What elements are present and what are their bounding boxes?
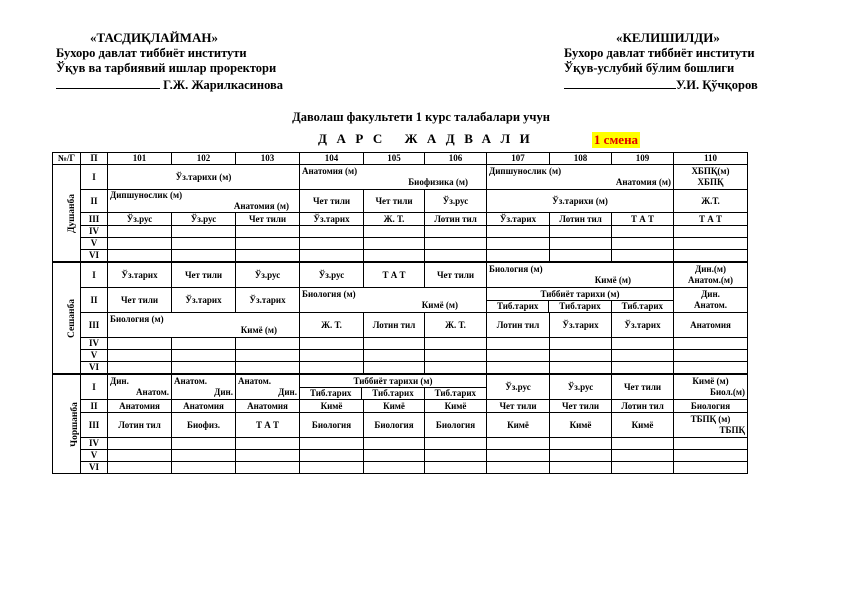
lesson-cell: Ўз.рус: [550, 374, 612, 400]
merged-header: Тиббиёт тарихи (м): [300, 376, 486, 388]
lesson-cell: Ўз.рус: [236, 262, 300, 288]
lesson-cell: Кимё: [550, 413, 612, 438]
lesson-cell: Биофиз.: [172, 413, 236, 438]
signature-line: [56, 77, 160, 89]
lesson-cell: Чет тили: [108, 288, 172, 313]
col-header: 104: [300, 153, 364, 165]
lesson-cell: Ўз.рус: [300, 262, 364, 288]
lesson-cell: Лотин тил: [612, 400, 674, 413]
period-cell: VI: [81, 362, 108, 375]
lesson-cell: Ж. Т.: [300, 313, 364, 338]
lesson-cell: Дин. Анатом.: [108, 374, 172, 400]
period-cell: IV: [81, 338, 108, 350]
lesson-cell: Т А Т: [236, 413, 300, 438]
lesson-cell: Ж. Т.: [364, 213, 425, 226]
approval-signer: Г.Ж. Жарилкасинова: [163, 77, 284, 92]
lesson-cell: Анатомия: [172, 400, 236, 413]
col-header: П: [81, 153, 108, 165]
lesson-cell: Ж. Т.: [425, 313, 487, 338]
lesson-cell: Ўз.рус: [425, 190, 487, 213]
period-cell: VI: [81, 462, 108, 474]
col-header: 110: [674, 153, 748, 165]
lesson-cell: Кимё: [425, 400, 487, 413]
approval-position: Ўқув ва тарбиявий ишлар проректори: [56, 61, 277, 75]
period-cell: V: [81, 350, 108, 362]
table-row: [53, 462, 748, 474]
col-header: 103: [236, 153, 300, 165]
period-cell: IV: [81, 226, 108, 238]
table-row: [53, 374, 748, 400]
lesson-cell: ХБПҚ(м) ХБПҚ: [674, 165, 748, 190]
day-label: Душанба: [53, 165, 81, 263]
lesson-cell: Т А Т: [364, 262, 425, 288]
lesson-cell: Тиб.тарих: [549, 301, 611, 312]
lesson-cell: Тиб.тарих: [362, 388, 424, 399]
lesson-cell: Чет тили: [612, 374, 674, 400]
day-label: Сешанба: [53, 262, 81, 374]
shift-badge: 1 смена: [593, 132, 639, 147]
agreement-signer: У.И. Қўчқоров: [676, 77, 758, 92]
col-header: №/Г: [53, 153, 81, 165]
table-row: [53, 226, 748, 238]
lesson-cell: Анатомия: [674, 313, 748, 338]
lesson-cell: Чет тили: [425, 262, 487, 288]
table-row: [53, 413, 748, 438]
table-row: [53, 338, 748, 350]
table-row: [53, 400, 748, 413]
col-header: 109: [612, 153, 674, 165]
document-title: Даволаш факультети 1 курс талабалари учун: [292, 110, 550, 124]
lesson-cell: Дипшунослик (м) Анатомия (м): [487, 165, 674, 190]
lesson-cell: Ўз.рус: [172, 213, 236, 226]
period-cell: III: [81, 213, 108, 226]
lesson-cell: Ўз.тарих: [236, 288, 300, 313]
col-header: 106: [425, 153, 487, 165]
approval-signature: [56, 77, 386, 94]
table-row: [53, 213, 748, 226]
lesson-cell: Ўз.тарих: [550, 313, 612, 338]
lesson-cell: Биология (м) Кимё (м): [108, 313, 300, 338]
col-header: 108: [550, 153, 612, 165]
period-cell: III: [81, 413, 108, 438]
lesson-cell: Ўз.тарихи (м): [487, 190, 674, 213]
lesson-cell: Анатом. Дин.: [172, 374, 236, 400]
signature-line: [564, 77, 676, 89]
lesson-cell: Лотин тил: [487, 313, 550, 338]
lesson-cell: Ўз.тарих: [108, 262, 172, 288]
table-row: [53, 238, 748, 250]
agreement-position: Ўқув-услубий бўлим бошлиги: [564, 61, 735, 75]
sub-cells: [487, 301, 673, 312]
lesson-cell: Кимё: [300, 400, 364, 413]
lesson-cell: Ўз.тарих: [300, 213, 364, 226]
lesson-cell: Лотин тил: [108, 413, 172, 438]
lesson-cell: Анатомия: [108, 400, 172, 413]
lesson-cell: Лотин тил: [364, 313, 425, 338]
lesson-cell: Тиб.тарих: [300, 388, 362, 399]
sub-cells: [300, 388, 486, 399]
period-cell: II: [81, 400, 108, 413]
table-row: [53, 250, 748, 263]
document-subtitle: ДАРС ЖАДВАЛИ: [318, 131, 540, 146]
lesson-cell: Анатомия (м) Биофизика (м): [300, 165, 487, 190]
lesson-cell: Ўз.рус: [108, 213, 172, 226]
lesson-cell: Ўз.тарих: [612, 313, 674, 338]
header-row: [53, 153, 748, 165]
lesson-cell: Кимё: [364, 400, 425, 413]
lesson-cell: Кимё: [487, 413, 550, 438]
agreement-block: [564, 30, 814, 93]
table-row: [53, 190, 748, 213]
lesson-cell: Ўз.тарихи (м): [108, 165, 300, 190]
table-row: [53, 313, 748, 338]
lesson-cell: Чет тили: [172, 262, 236, 288]
col-header: 102: [172, 153, 236, 165]
table-row: [53, 438, 748, 450]
schedule-table: [52, 152, 748, 474]
col-header: 107: [487, 153, 550, 165]
lesson-cell: Чет тили: [487, 400, 550, 413]
lesson-cell: Биология (м) Кимё (м): [300, 288, 487, 313]
lesson-cell: Дин.(м) Анатом.(м): [674, 262, 748, 288]
lesson-cell: Биология (м) Кимё (м): [487, 262, 674, 288]
table-row: [53, 450, 748, 462]
agreement-institution: Бухоро давлат тиббиёт институти: [564, 45, 755, 60]
merged-header: Тиббиёт тарихи (м): [487, 289, 673, 301]
lesson-cell: Биология: [674, 400, 748, 413]
period-cell: V: [81, 238, 108, 250]
lesson-cell: ТБПҚ (м) ТБПҚ: [674, 413, 748, 438]
period-cell: III: [81, 313, 108, 338]
table-row: [53, 165, 748, 190]
lesson-cell: Т А Т: [612, 213, 674, 226]
table-row: [53, 362, 748, 375]
col-header: 101: [108, 153, 172, 165]
lesson-cell: Биология: [364, 413, 425, 438]
period-cell: II: [81, 288, 108, 313]
period-cell: I: [81, 262, 108, 288]
lesson-cell: Чет тили: [236, 213, 300, 226]
lesson-cell: Биология: [300, 413, 364, 438]
table-row: [53, 350, 748, 362]
lesson-cell: Анатомия: [236, 400, 300, 413]
lesson-cell: Ж.Т.: [674, 190, 748, 213]
lesson-cell: Лотин тил: [550, 213, 612, 226]
agreement-title: «КЕЛИШИЛДИ»: [616, 30, 720, 45]
approval-institution: Бухоро давлат тиббиёт институти: [56, 45, 247, 60]
lesson-cell: [487, 288, 674, 313]
lesson-cell: [300, 374, 487, 400]
lesson-cell: Биология: [425, 413, 487, 438]
agreement-signature: [564, 77, 814, 94]
lesson-cell: Анатом. Дин.: [236, 374, 300, 400]
lesson-cell: Чет тили: [550, 400, 612, 413]
period-cell: I: [81, 374, 108, 400]
lesson-cell: Кимё: [612, 413, 674, 438]
lesson-cell: Ўз.рус: [487, 374, 550, 400]
period-cell: VI: [81, 250, 108, 263]
approval-block: [56, 30, 386, 93]
lesson-cell: Дипшунослик (м) Анатомия (м): [108, 190, 300, 213]
lesson-cell: Дин. Анатом.: [674, 288, 748, 313]
lesson-cell: Лотин тил: [425, 213, 487, 226]
lesson-cell: Тиб.тарих: [621, 300, 664, 311]
lesson-cell: Чет тили: [300, 190, 364, 213]
lesson-cell: Ўз.тарих: [487, 213, 550, 226]
lesson-cell: Ўз.тарих: [172, 288, 236, 313]
table-row: [53, 262, 748, 288]
period-cell: IV: [81, 438, 108, 450]
lesson-cell: Кимё (м) Биол.(м): [674, 374, 748, 400]
lesson-cell: Чет тили: [364, 190, 425, 213]
table-row: [53, 288, 748, 313]
period-cell: V: [81, 450, 108, 462]
col-header: 105: [364, 153, 425, 165]
lesson-cell: Т А Т: [674, 213, 748, 226]
day-label: Чоршанба: [53, 374, 81, 474]
period-cell: I: [81, 165, 108, 190]
lesson-cell: Тиб.тарих: [487, 301, 549, 312]
approval-title: «ТАСДИҚЛАЙМАН»: [90, 30, 218, 45]
period-cell: II: [81, 190, 108, 213]
lesson-cell: Тиб.тарих: [434, 387, 477, 398]
